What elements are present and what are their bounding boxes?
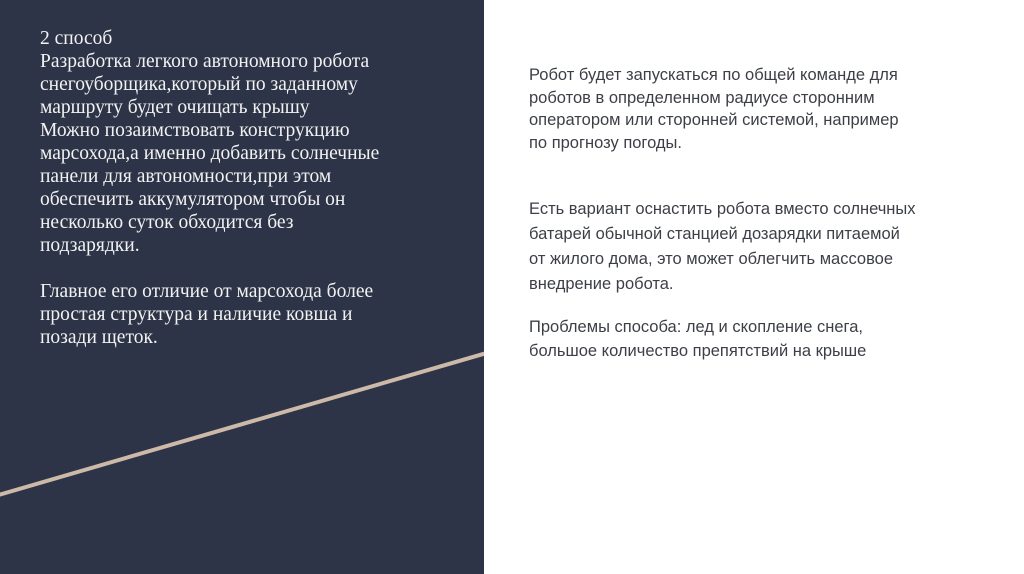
left-line: Главное его отличие от марсохода более <box>40 281 374 302</box>
left-line: Можно позаимствовать конструкцию <box>40 120 350 141</box>
right-line: от жилого дома, это может облегчить массовое <box>529 250 894 268</box>
right-line: внедрение робота. <box>529 275 674 293</box>
left-line: позади щеток. <box>40 327 158 348</box>
left-line: панели для автономности,при этом <box>40 166 332 187</box>
right-line: Проблемы способа: лед и скопление снега, <box>529 318 863 336</box>
left-panel <box>0 0 484 574</box>
left-line: Разработка легкого автономного робота <box>40 51 370 72</box>
left-line: 2 способ <box>40 28 113 49</box>
right-paragraph-2 <box>529 197 989 297</box>
right-line: Робот будет запускаться по общей команде для <box>529 66 898 84</box>
right-line: Есть вариант оснастить робота вместо солнечных <box>529 200 916 218</box>
paragraph-gap <box>40 257 460 280</box>
right-line: большое количество препятствий на крыше <box>529 341 867 360</box>
right-paragraph-3 <box>529 316 989 363</box>
right-paragraph-1 <box>529 64 989 154</box>
left-line: простая структура и наличие ковша и <box>40 304 353 325</box>
right-line: по прогнозу погоды. <box>529 133 682 152</box>
right-line: оператором или сторонней системой, например <box>529 111 899 129</box>
left-line: подзарядки. <box>40 235 140 256</box>
left-text-block <box>40 27 460 349</box>
right-line: роботов в определенном радиусе сторонним <box>529 88 875 107</box>
left-line: маршруту будет очищать крышу <box>40 97 310 118</box>
left-line: несколько суток обходится без <box>40 212 294 233</box>
left-line: снегоуборщика,который по заданному <box>40 74 358 95</box>
right-line: батарей обычной станцией дозарядки питаемой <box>529 225 900 243</box>
left-line: марсохода,а именно добавить солнечные <box>40 143 380 164</box>
left-line: обеспечить аккумулятором чтобы он <box>40 189 346 210</box>
